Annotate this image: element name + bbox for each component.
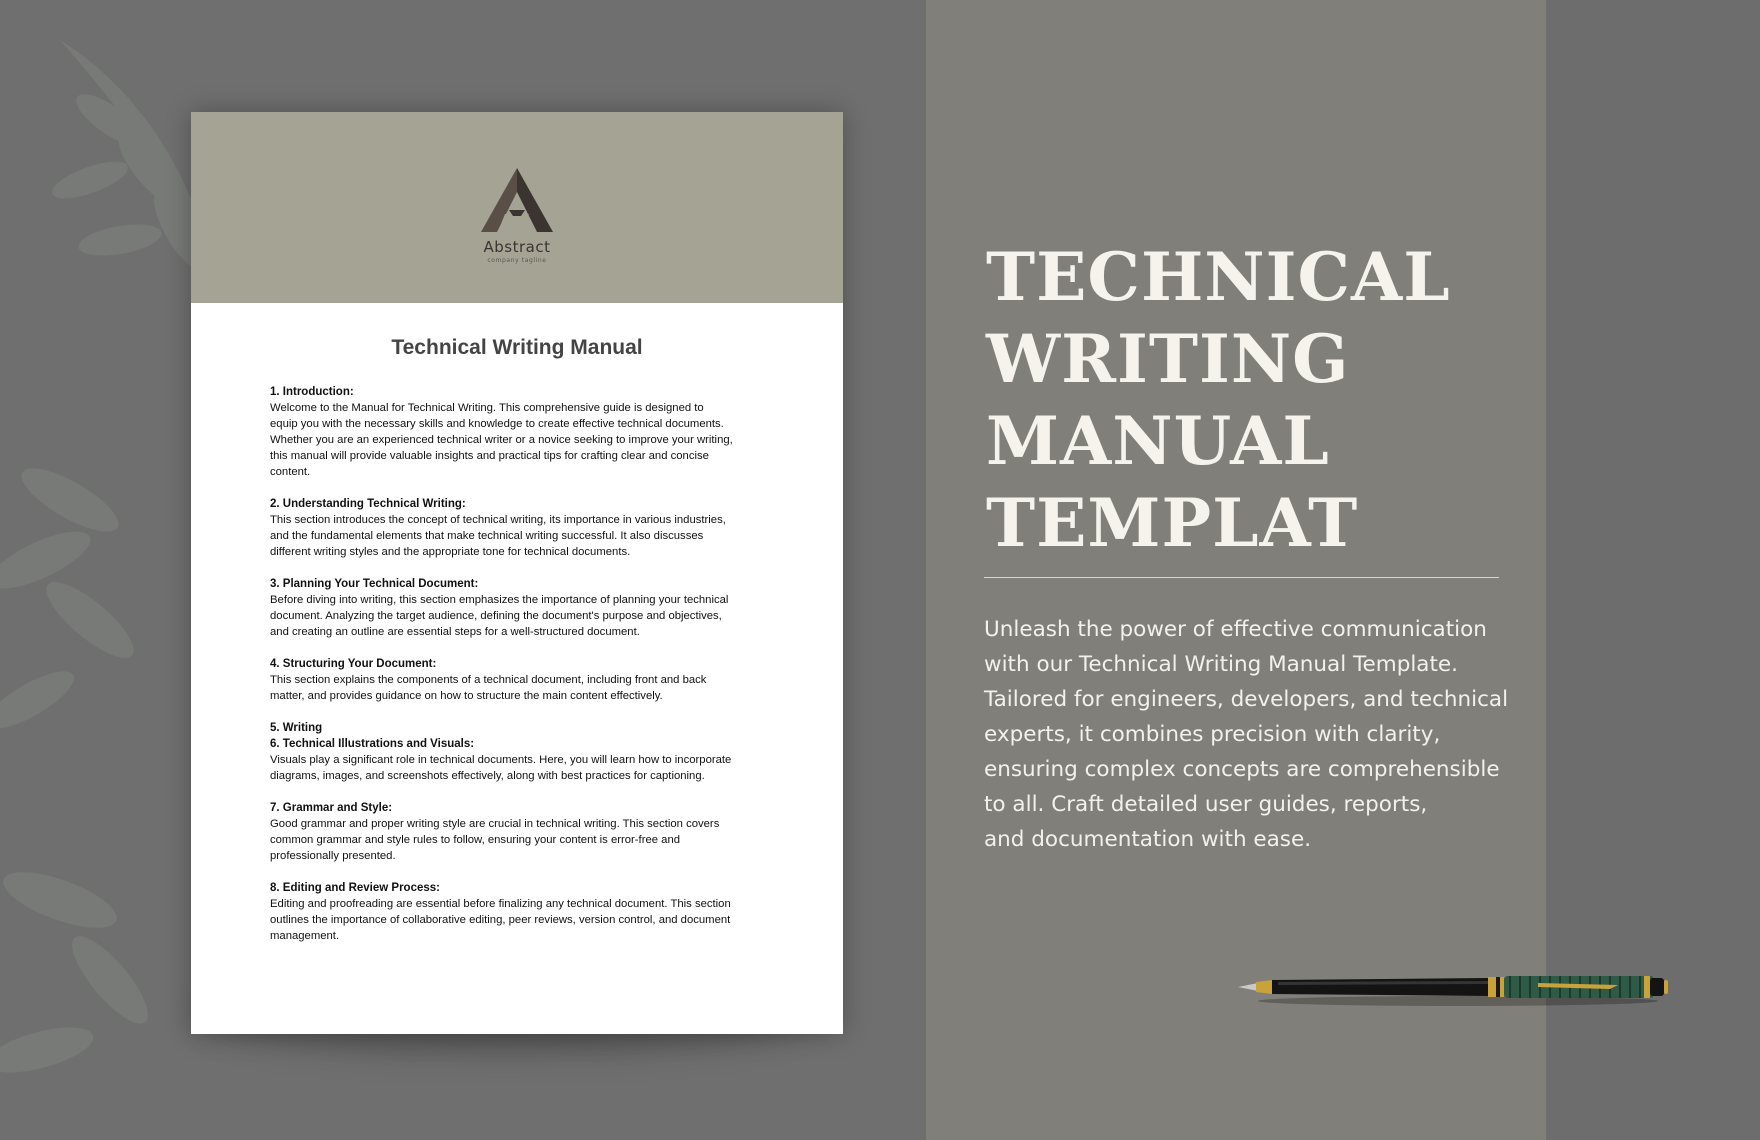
section-line: different writing styles and the appropriate tone for technical documents. bbox=[270, 546, 631, 558]
section-line: This section explains the components of a technical document, including front and back bbox=[270, 674, 707, 686]
section-line: Visuals play a significant role in technical documents. Here, you will learn how to incorporate bbox=[270, 754, 732, 766]
section-line: Good grammar and proper writing style are crucial in technical writing. This section covers bbox=[270, 818, 720, 830]
hero-description bbox=[984, 612, 1514, 857]
section-line: diagrams, images, and screenshots effectively, along with best practices for captioning. bbox=[270, 770, 705, 782]
section-heading: 5. Writing bbox=[270, 722, 323, 734]
section-illustrations bbox=[270, 736, 765, 784]
hero-title bbox=[986, 236, 1506, 564]
section-line: Editing and proofreading are essential before finalizing any technical document. This section bbox=[270, 898, 731, 910]
section-heading: 2. Understanding Technical Writing: bbox=[270, 498, 466, 510]
section-heading: 4. Structuring Your Document: bbox=[270, 658, 437, 670]
section-line: outlines the importance of collaborative editing, peer reviews, version control, and document bbox=[270, 914, 731, 926]
section-heading: 7. Grammar and Style: bbox=[270, 802, 393, 814]
section-heading: 1. Introduction: bbox=[270, 386, 354, 398]
section-line: matter, and provides guidance on how to structure the main content effectively. bbox=[270, 690, 663, 702]
section-line: equip you with the necessary skills and knowledge to create effective technical documents. bbox=[270, 418, 724, 430]
section-line: management. bbox=[270, 930, 340, 942]
section-line: this manual will provide valuable insights and practical tips for crafting clear and concise bbox=[270, 450, 709, 462]
company-logo bbox=[191, 166, 843, 264]
section-writing bbox=[270, 720, 765, 736]
fountain-pen-icon bbox=[1238, 963, 1678, 1013]
logo-tagline: company tagline bbox=[487, 257, 547, 264]
hero-divider bbox=[984, 577, 1499, 578]
section-line: common grammar and style rules to follow, ensuring your content is error-free and bbox=[270, 834, 681, 846]
hero-description-line: and documentation with ease. bbox=[984, 827, 1312, 852]
section-line: Welcome to the Manual for Technical Writing. This comprehensive guide is designed to bbox=[270, 402, 704, 414]
hero-description-line: Unleash the power of effective communication bbox=[984, 617, 1487, 642]
document-title: Technical Writing Manual bbox=[391, 336, 643, 359]
hero-description-line: experts, it combines precision with clarity, bbox=[984, 722, 1441, 747]
hero-title-line: TEMPLAT bbox=[986, 484, 1359, 562]
hero-description-line: to all. Craft detailed user guides, reports, bbox=[984, 792, 1428, 817]
abstract-a-logo-icon bbox=[477, 166, 557, 236]
document-header bbox=[191, 112, 843, 303]
hero-title-line: TECHNICAL bbox=[986, 238, 1451, 316]
section-grammar bbox=[270, 800, 765, 864]
hero-description-line: Tailored for engineers, developers, and technical bbox=[984, 687, 1509, 712]
section-heading: 8. Editing and Review Process: bbox=[270, 882, 440, 894]
section-understanding bbox=[270, 496, 765, 560]
hero-description-line: ensuring complex concepts are comprehensible bbox=[984, 757, 1500, 782]
section-line: Whether you are an experienced technical writer or a novice seeking to improve your writing, bbox=[270, 434, 733, 446]
section-heading: 3. Planning Your Technical Document: bbox=[270, 578, 479, 590]
section-line: document. Analyzing the target audience, defining the document's purpose and objectives, bbox=[270, 610, 722, 622]
section-line: professionally presented. bbox=[270, 850, 396, 862]
section-editing bbox=[270, 880, 765, 944]
section-line: content. bbox=[270, 466, 311, 478]
document-sections bbox=[191, 384, 843, 944]
document-page bbox=[191, 112, 843, 1034]
section-line: and the fundamental elements that make technical writing successful. It also discusses bbox=[270, 530, 704, 542]
section-introduction bbox=[270, 384, 765, 480]
section-planning bbox=[270, 576, 765, 640]
section-line: This section introduces the concept of technical writing, its importance in various industries, bbox=[270, 514, 726, 526]
section-heading: 6. Technical Illustrations and Visuals: bbox=[270, 738, 475, 750]
section-structuring bbox=[270, 656, 765, 704]
logo-name: Abstract bbox=[483, 238, 551, 256]
hero-title-line: WRITING bbox=[986, 320, 1350, 398]
hero-description-line: with our Technical Writing Manual Template. bbox=[984, 652, 1458, 677]
hero-title-line: MANUAL bbox=[986, 402, 1330, 480]
section-line: Before diving into writing, this section emphasizes the importance of planning your technical bbox=[270, 594, 729, 606]
section-line: and creating an outline are essential steps for a well-structured document. bbox=[270, 626, 640, 638]
